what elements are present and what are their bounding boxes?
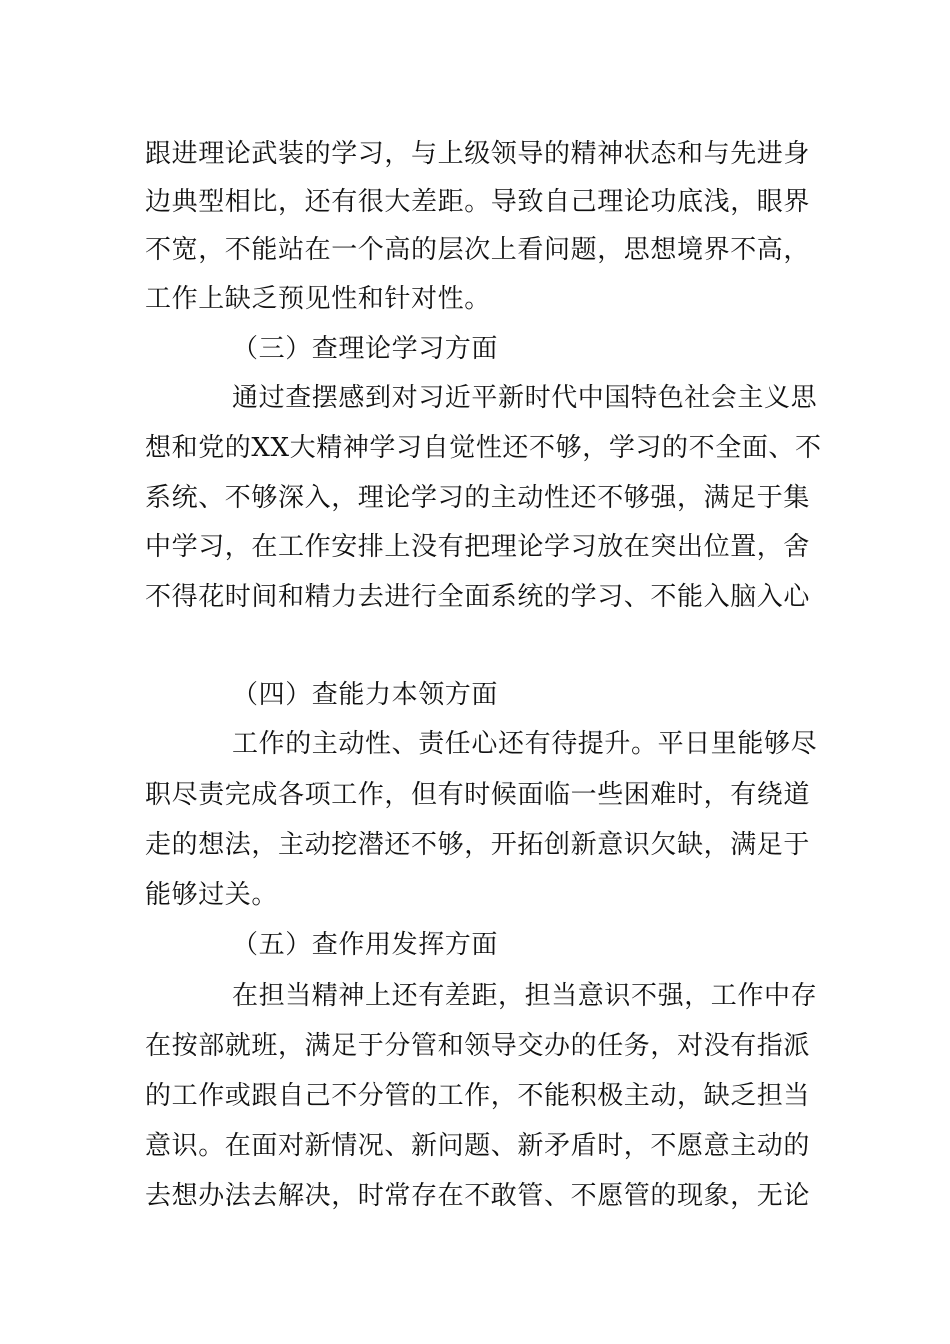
paragraph-line: 边典型相比，还有很大差距。导致自己理论功底浅，眼界: [145, 187, 811, 217]
paragraph-line: 的工作或跟自己不分管的工作，不能积极主动，缺乏担当: [145, 1081, 811, 1111]
paragraph-line: 能够过关。: [145, 880, 279, 910]
paragraph-line: 跟进理论武装的学习，与上级领导的精神状态和与先进身: [145, 139, 811, 169]
paragraph-line: 中学习，在工作安排上没有把理论学习放在突出位置，舍: [145, 532, 811, 562]
section-heading-4: （四）查能力本领方面: [232, 680, 499, 710]
paragraph-line: 走的想法，主动挖潜还不够，开拓创新意识欠缺，满足于: [145, 830, 811, 860]
paragraph-line: 系统、不够深入，理论学习的主动性还不够强，满足于集: [145, 483, 811, 513]
paragraph-line: 通过查摆感到对习近平新时代中国特色社会主义思: [232, 383, 818, 413]
paragraph-line: 不宽，不能站在一个高的层次上看问题，思想境界不高，: [145, 235, 811, 265]
paragraph-line: 意识。在面对新情况、新问题、新矛盾时，不愿意主动的: [145, 1131, 811, 1161]
paragraph-line: 工作的主动性、责任心还有待提升。平日里能够尽: [232, 729, 818, 759]
paragraph-line: 想和党的XX大精神学习自觉性还不够，学习的不全面、不: [145, 433, 822, 463]
section-heading-3: （三）查理论学习方面: [232, 334, 499, 364]
paragraph-line: 去想办法去解决，时常存在不敢管、不愿管的现象，无论: [145, 1181, 811, 1211]
paragraph-line: 工作上缺乏预见性和针对性。: [145, 284, 491, 314]
paragraph-line: 职尽责完成各项工作，但有时候面临一些困难时，有绕道: [145, 780, 811, 810]
paragraph-line: 不得花时间和精力去进行全面系统的学习、不能入脑入心: [145, 582, 811, 612]
section-heading-5: （五）查作用发挥方面: [232, 930, 499, 960]
paragraph-line: 在担当精神上还有差距，担当意识不强，工作中存: [232, 981, 818, 1011]
paragraph-line: 在按部就班，满足于分管和领导交办的任务，对没有指派: [145, 1031, 811, 1061]
